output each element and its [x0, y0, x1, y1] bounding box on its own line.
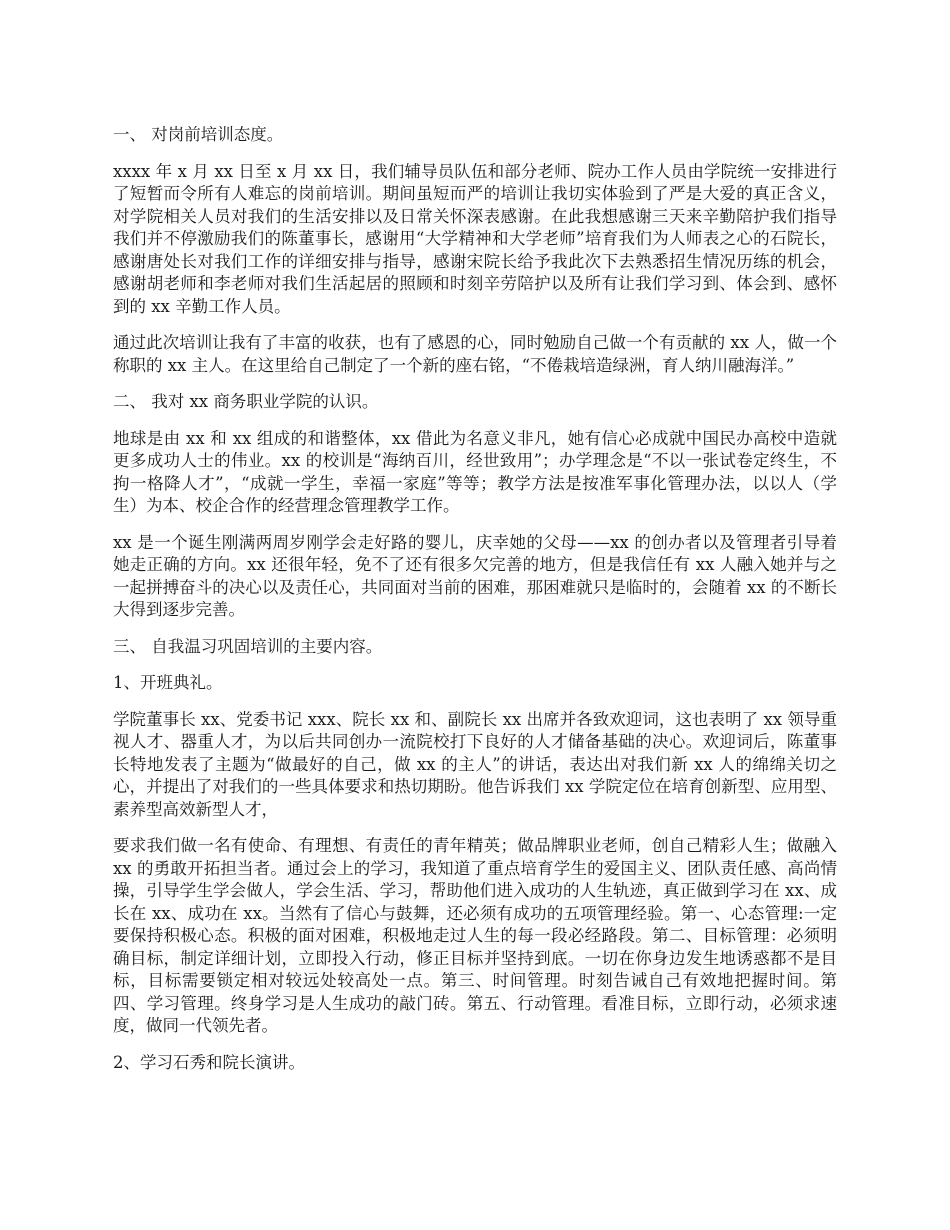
paragraph-gains-motto: 通过此次培训让我有了丰富的收获，也有了感恩的心，同时勉励自己做一个有贡献的 xx 人，做一个称职的 xx 主人。在这里给自己制定了一个新的座右铭，“不倦栽培造绿洲，育人纳川融海洋。”	[113, 333, 837, 375]
section-heading-attitude: 一、 对岗前培训态度。	[113, 125, 284, 144]
paragraph-college-motto: 地球是由 xx 和 xx 组成的和谐整体，xx 借此为名意义非凡，她有信心必成就中国民办高校中造就更多成功人士的伟业。xx 的校训是“海纳百川，经世致用”；办学理念是“不以一张试卷定终生，不拘一格降人才”，“成就一学生，幸福一家庭”等等；教学方法是按准军事化管理办法，以以人（学生）为本、校企合作的经营理念管理教学工作。	[113, 428, 837, 515]
section-heading-college-understanding: 二、 我对 xx 商务职业学院的认识。	[113, 392, 379, 411]
paragraph-training-intro: xxxx 年 x 月 xx 日至 x 月 xx 日，我们辅导员队伍和部分老师、院办工作人员由学院统一安排进行了短暂而令所有人难忘的岗前培训。期间虽短而严的培训让我切实体验到了严是大爱的真正含义，对学院相关人员对我们的生活安排以及日常关怀深表感谢。在此我想感谢三天来辛勤陪护我们指导我们并不停激励我们的陈董事长，感谢用“大学精神和大学老师”培育我们为人师表之心的石院长，感谢唐处长对我们工作的详细安排与指导，感谢宋院长给予我此次下去熟悉招生情况历练的机会，感谢胡老师和李老师对我们生活起居的照顾和时刻辛劳陪护以及所有让我们学习到、体会到、感怀到的 xx 辛勤工作人员。	[113, 161, 837, 316]
paragraph-opening-ceremony: 学院董事长 xx、党委书记 xxx、院长 xx 和、副院长 xx 出席并各致欢迎词，这也表明了 xx 领导重视人才、器重人才，为以后共同创办一流院校打下良好的人才储备基础的决心。欢迎词后，陈董事长特地发表了主题为“做最好的自己，做 xx 的主人”的讲话，表达出对我们新 xx 人的绵绵关切之心，并提出了对我们的一些具体要求和热切期盼。他告诉我们 xx 学院定位在培育创新型、应用型、素养型高效新型人才，	[113, 709, 837, 819]
document-page	[113, 124, 837, 1088]
paragraph-college-young: xx 是一个诞生刚满两周岁刚学会走好路的婴儿，庆幸她的父母——xx 的创办者以及管理者引导着她走正确的方向。xx 还很年轻，免不了还有很多欠完善的地方，但是我信任有 xx 人融入她并与之一起拼搏奋斗的决心以及责任心，共同面对当前的困难，那困难就只是临时的，会随着 xx 的不断长大得到逐步完善。	[113, 532, 837, 619]
subheading-opening-ceremony: 1、开班典礼。	[113, 673, 223, 692]
paragraph-five-management: 要求我们做一名有使命、有理想、有责任的青年精英；做品牌职业老师，创自己精彩人生；做融入 xx 的勇敢开拓担当者。通过会上的学习，我知道了重点培育学生的爱国主义、团队责任感、高尚情操，引导学生学会做人，学会生活、学习，帮助他们进入成功的人生轨迹，真正做到学习在 xx、成长在 xx、成功在 xx。当然有了信心与鼓舞，还必须有成功的五项管理经验。第一、心态管理:一定要保持积极心态。积极的面对困难，积极地走过人生的每一段必经路段。第二、目标管理：必须明确目标，制定详细计划，立即投入行动，修正目标并坚持到底。一切在你身边发生地诱惑都不是目标，目标需要锁定相对较远处较高处一点。第三、时间管理。时刻告诫自己有效地把握时间。第四、学习管理。终身学习是人生成功的敲门砖。第五、行动管理。看准目标，立即行动，必须求速度，做同一代领先者。	[113, 836, 837, 1035]
section-heading-review: 三、 自我温习巩固培训的主要内容。	[113, 636, 383, 656]
subheading-speech-study: 2、学习石秀和院长演讲。	[113, 1052, 305, 1072]
